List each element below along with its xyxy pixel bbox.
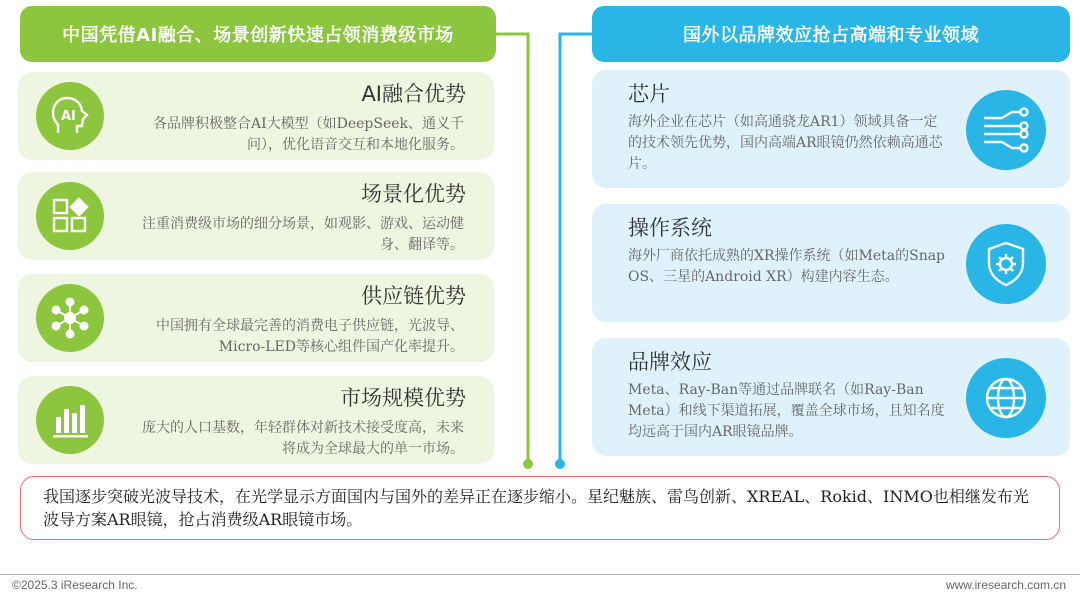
card-title: 市场规模优势 [340,386,466,410]
right-card-chip [592,70,1070,188]
card-title: 操作系统 [628,216,712,240]
left-header: 中国凭借AI融合、场景创新快速占领消费级市场 [20,6,496,62]
card-desc: 各品牌积极整合AI大模型（如DeepSeek、通义千问），优化语音交互和本地化服务。 [152,116,464,153]
card-title: 品牌效应 [628,350,712,374]
footer-divider [0,574,1080,575]
left-card-ai [18,72,494,160]
right-card-os [592,204,1070,322]
card-desc: 海外企业在芯片（如高通骁龙AR1）领域具备一定的技术领先优势，国内高端AR眼镜仍然依赖高通芯片。 [628,114,943,172]
card-desc: 中国拥有全球最完善的消费电子供应链，光波导、Micro-LED等核心组件国产化率提升。 [156,318,464,355]
globe-icon [966,358,1046,438]
svg-text:AI: AI [61,109,76,124]
shield-gear-icon [966,224,1046,304]
left-card-scene [18,172,494,260]
card-desc: Meta、Ray-Ban等通过品牌联名（如Ray-Ban Meta）和线下渠道拓展，覆盖全球市场，且知名度均远高于国内AR眼镜品牌。 [628,382,945,440]
card-title: 芯片 [628,82,670,106]
right-card-brand [592,338,1070,456]
card-title: 场景化优势 [361,182,466,206]
ai-head-icon [36,82,104,150]
left-card-market [18,376,494,464]
card-title: 供应链优势 [361,284,466,308]
footer-copyright: ©2025.3 iResearch Inc. [12,578,138,592]
card-desc: 海外厂商依托成熟的XR操作系统（如Meta的Snap OS、三星的Android XR）构建内容生态。 [628,248,946,285]
circuit-icon [966,90,1046,170]
network-icon [36,284,104,352]
summary-box: 我国逐步突破光波导技术，在光学显示方面国内与国外的差异正在逐步缩小。星纪魅族、雷鸟创新、XREAL、Rokid、INMO也相继发布光波导方案AR眼镜，抢占消费级AR眼镜市场。 [20,476,1060,540]
left-card-supply [18,274,494,362]
card-desc: 庞大的人口基数，年轻群体对新技术接受度高，未来将成为全球最大的单一市场。 [142,420,464,457]
footer-website: www.iresearch.com.cn [945,578,1066,592]
grid-shapes-icon [36,182,104,250]
right-header: 国外以品牌效应抢占高端和专业领域 [592,6,1070,62]
bar-chart-icon [36,386,104,454]
card-title: AI融合优势 [361,82,466,106]
card-desc: 注重消费级市场的细分场景，如观影、游戏、运动健身、翻译等。 [142,216,464,253]
